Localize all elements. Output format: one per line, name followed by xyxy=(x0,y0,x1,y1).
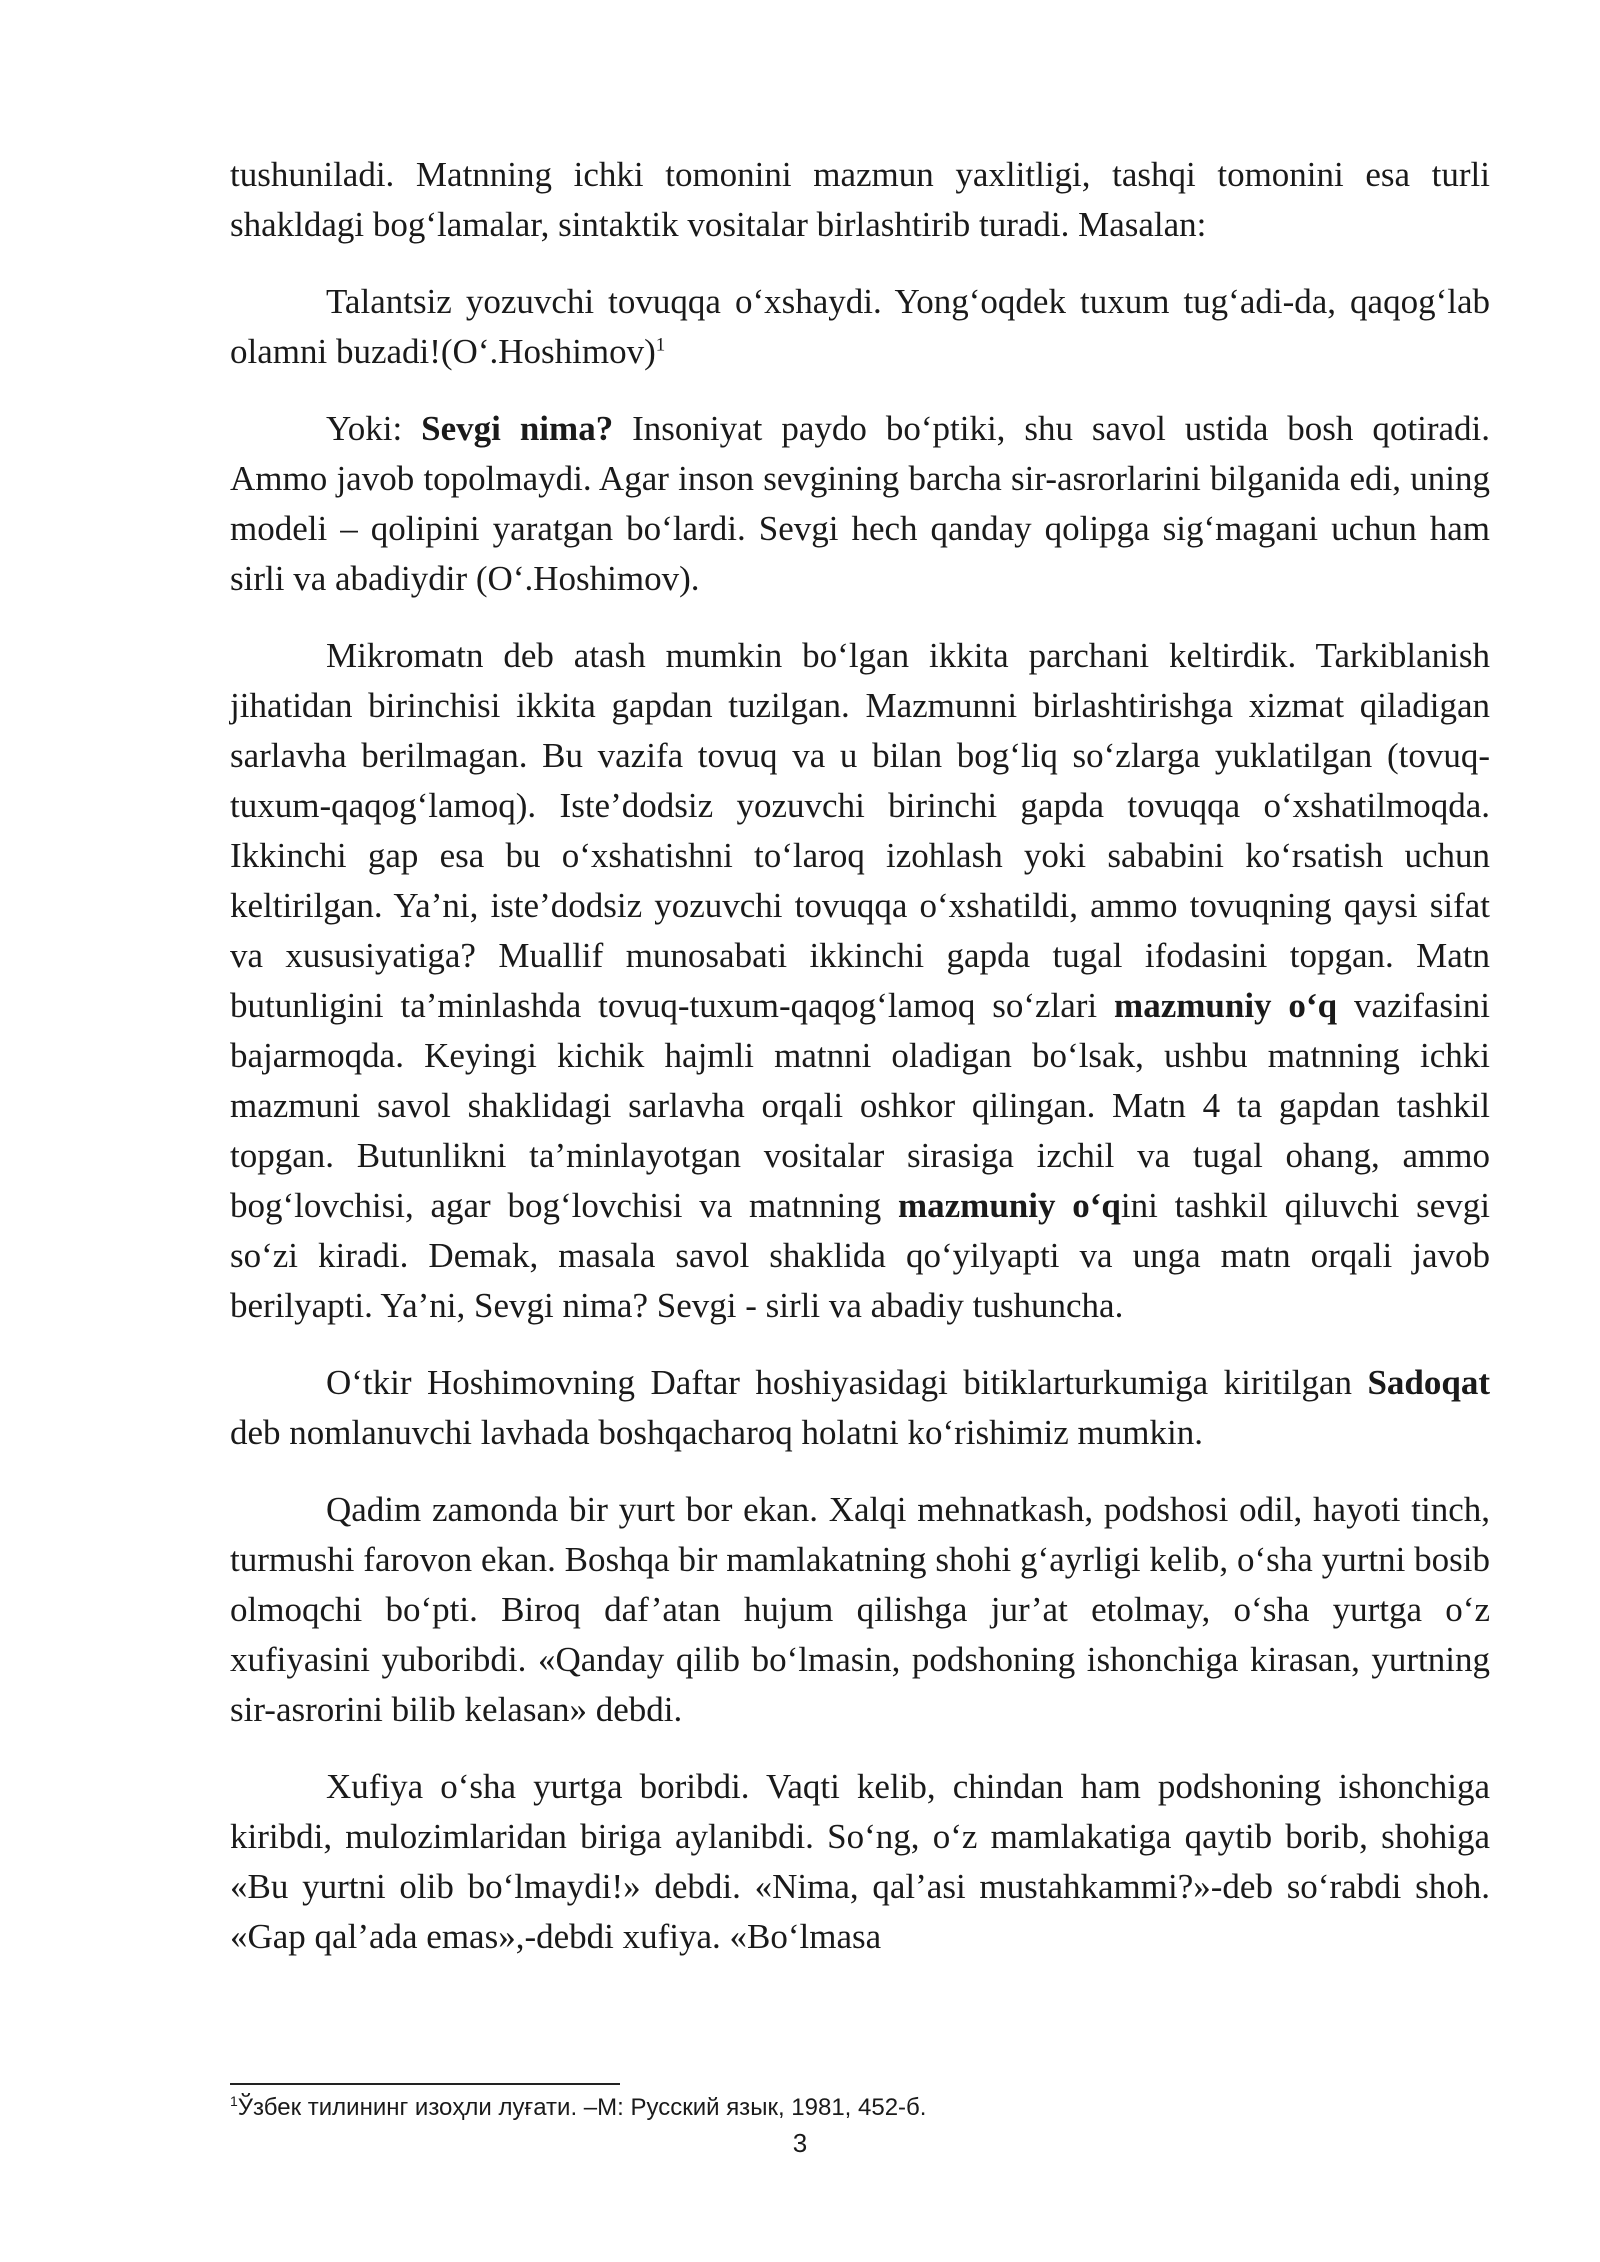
footnote-marker: 1 xyxy=(230,2093,238,2109)
bold-phrase: Sevgi nima? xyxy=(421,409,614,448)
paragraph-2-quote xyxy=(230,277,1490,377)
footnote xyxy=(230,2093,1490,2123)
bold-phrase: mazmuniy o‘q xyxy=(897,1186,1121,1225)
bold-phrase: Sadoqat xyxy=(1367,1363,1490,1402)
footnote-separator xyxy=(230,2083,620,2085)
paragraph-text: vazifasini bajarmoqda. Keyingi kichik hajmli matnni oladigan bo‘lsak, ushbu matnning ichki mazmuni savol shaklidagi sarlavha orqali oshkor qilingan. Matn 4 ta gapdan tashkil topgan. Butunlikni ta’minlayotgan vositalar sirasiga izchil va tugal ohang, ammo bog‘lovchisi, agar bog‘lovchisi va matnning xyxy=(230,986,1490,1225)
paragraph-3 xyxy=(230,404,1490,604)
paragraph-text: Mikromatn deb atash mumkin bo‘lgan ikkita parchani keltirdik. Tarkiblanish jihatidan birinchisi ikkita gapdan tuzilgan. Mazmunni birlashtirishga xizmat qiladigan sarlavha berilmagan. Bu vazifa tovuq va u bilan bog‘liq so‘zlarga yuklatilgan (tovuq-tuxum-qaqog‘lamoq). Iste’dodsiz yozuvchi birinchi gapda tovuqqa o‘xshatilmoqda. Ikkinchi gap esa bu o‘xshatishni to‘laroq izohlash yoki sababini ko‘rsatish uchun keltirilgan. Ya’ni, iste’dodsiz yozuvchi tovuqqa o‘xshatildi, ammo tovuqning qaysi sifat va xususiyatiga? Muallif munosabati ikkinchi gapda tugal ifodasini topgan. Matn butunligini ta’minlashda tovuq-tuxum-qaqog‘lamoq so‘zlari xyxy=(230,636,1490,1025)
paragraph-6 xyxy=(230,1485,1490,1735)
paragraph-text: Insoniyat paydo bo‘ptiki, shu savol ustida bosh qotiradi. Ammo javob topolmaydi. Agar inson sevgining barcha sir-asrorlarini bilganida edi, uning modeli – qolipini yaratgan bo‘lardi. Sevgi hech qanday qolipga sig‘magani uchun ham sirli va abadiydir (O‘.Hoshimov). xyxy=(230,409,1490,598)
paragraph-text: Talantsiz yozuvchi tovuqqa o‘xshaydi. Yong‘oqdek tuxum tug‘adi-da, qaqog‘lab olamni buzadi!(O‘.Hoshimov) xyxy=(230,282,1490,371)
paragraph-text: ini tashkil qiluvchi sevgi so‘zi kiradi. Demak, masala savol shaklida qo‘yilyapti va unga matn orqali javob berilyapti. Ya’ni, Sevgi nima? Sevgi - sirli va abadiy tushuncha. xyxy=(230,1186,1490,1325)
paragraph-text: deb nomlanuvchi lavhada boshqacharoq holatni ko‘rishimiz mumkin. xyxy=(230,1413,1203,1452)
paragraph-text: O‘tkir Hoshimovning Daftar hoshiyasidagi bitiklarturkumiga kiritilgan xyxy=(326,1363,1368,1402)
paragraph-5 xyxy=(230,1358,1490,1458)
footnote-reference[interactable]: 1 xyxy=(655,334,666,356)
paragraph-text: Yoki: xyxy=(326,409,422,448)
paragraph-text: Xufiya o‘sha yurtga boribdi. Vaqti kelib, chindan ham podshoning ishonchiga kiribdi, mulozimlaridan biriga aylanibdi. So‘ng, o‘z mamlakatiga qaytib borib, shohiga «Bu yurtni olib bo‘lmaydi!» debdi. «Nima, qal’asi mustahkammi?»-deb so‘rabdi shoh. «Gap qal’ada emas»,-debdi xufiya. «Bo‘lmasa xyxy=(230,1767,1490,1956)
paragraph-4 xyxy=(230,631,1490,1331)
document-body xyxy=(230,150,1490,1989)
paragraph-1 xyxy=(230,150,1490,250)
bold-phrase: mazmuniy o‘q xyxy=(1114,986,1338,1025)
footnote-text: Ўзбек тилининг изоҳли луғати. –М: Русский язык, 1981, 452-б. xyxy=(237,2094,927,2121)
paragraph-text: Qadim zamonda bir yurt bor ekan. Xalqi mehnatkash, podshosi odil, hayoti tinch, turmushi farovon ekan. Boshqa bir mamlakatning shohi g‘ayrligi kelib, o‘sha yurtni bosib olmoqchi bo‘pti. Biroq daf’atan hujum qilishga jur’at etolmay, o‘sha yurtga o‘z xufiyasini yuboribdi. «Qanday qilib bo‘lmasin, podshoning ishonchiga kirasan, yurtning sir-asrorini bilib kelasan» debdi. xyxy=(230,1490,1490,1729)
paragraph-7 xyxy=(230,1762,1490,1962)
paragraph-text: tushuniladi. Matnning ichki tomonini mazmun yaxlitligi, tashqi tomonini esa turli shakldagi bog‘lamalar, sintaktik vositalar birlashtirib turadi. Masalan: xyxy=(230,155,1490,244)
page-number: 3 xyxy=(792,2128,808,2158)
